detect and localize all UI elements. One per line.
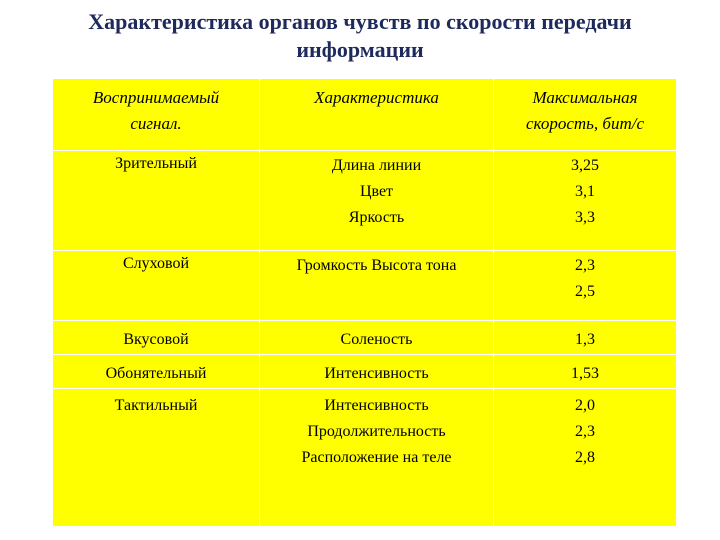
- cell-speed: [494, 321, 677, 355]
- header-signal-line: Воспринимаемый: [92, 88, 220, 107]
- title-line-1: Характеристика органов чувств по скорости передачи: [88, 9, 632, 34]
- cell-line: Интенсивность: [324, 364, 429, 382]
- cell-signal: Вкусовой: [53, 321, 260, 355]
- cell-line: Цвет: [359, 183, 394, 200]
- cell-line: 2,3: [575, 257, 595, 274]
- title-line-2: информации: [296, 37, 424, 62]
- cell-line: 2,5: [575, 283, 595, 300]
- cell-line: Соленость: [340, 330, 413, 348]
- cell-speed: [494, 355, 677, 389]
- header-signal-line: сигнал.: [130, 114, 182, 133]
- cell-characteristic: [260, 151, 494, 251]
- header-speed: [494, 79, 677, 151]
- header-speed-line: Максимальная: [532, 88, 638, 107]
- header-speed-line: скорость, бит/с: [525, 114, 644, 133]
- table-row: [53, 389, 677, 527]
- cell-speed: [494, 389, 677, 527]
- table-row: [53, 321, 677, 355]
- cell-characteristic: [260, 251, 494, 321]
- cell-line: 3,3: [575, 209, 595, 226]
- page-title: [0, 8, 720, 64]
- cell-speed: [494, 151, 677, 251]
- cell-signal: Тактильный: [53, 389, 260, 527]
- cell-line: 1,53: [571, 364, 599, 382]
- cell-characteristic: [260, 321, 494, 355]
- cell-line: 2,0: [575, 397, 595, 414]
- cell-speed: [494, 251, 677, 321]
- cell-line: 3,25: [571, 157, 599, 174]
- cell-line: Яркость: [348, 209, 405, 226]
- senses-table: [52, 78, 677, 527]
- cell-signal: Зрительный: [53, 151, 260, 251]
- cell-line: Громкость Высота тона: [296, 257, 457, 274]
- table-row: [53, 251, 677, 321]
- cell-characteristic: [260, 355, 494, 389]
- cell-line: 2,3: [575, 423, 595, 440]
- cell-line: Расположение на теле: [301, 449, 452, 466]
- header-characteristic: [260, 79, 494, 151]
- cell-characteristic: [260, 389, 494, 527]
- cell-signal: Слуховой: [53, 251, 260, 321]
- header-signal: [53, 79, 260, 151]
- table-row: [53, 151, 677, 251]
- cell-line: 2,8: [575, 449, 595, 466]
- cell-signal: Обонятельный: [53, 355, 260, 389]
- cell-line: Длина линии: [331, 157, 422, 174]
- cell-line: Интенсивность: [324, 397, 429, 414]
- cell-line: 1,3: [575, 330, 595, 348]
- table-row: [53, 355, 677, 389]
- cell-line: 3,1: [575, 183, 595, 200]
- table-header-row: [53, 79, 677, 151]
- header-characteristic-line: Характеристика: [314, 88, 439, 107]
- cell-line: Продолжительность: [307, 423, 446, 440]
